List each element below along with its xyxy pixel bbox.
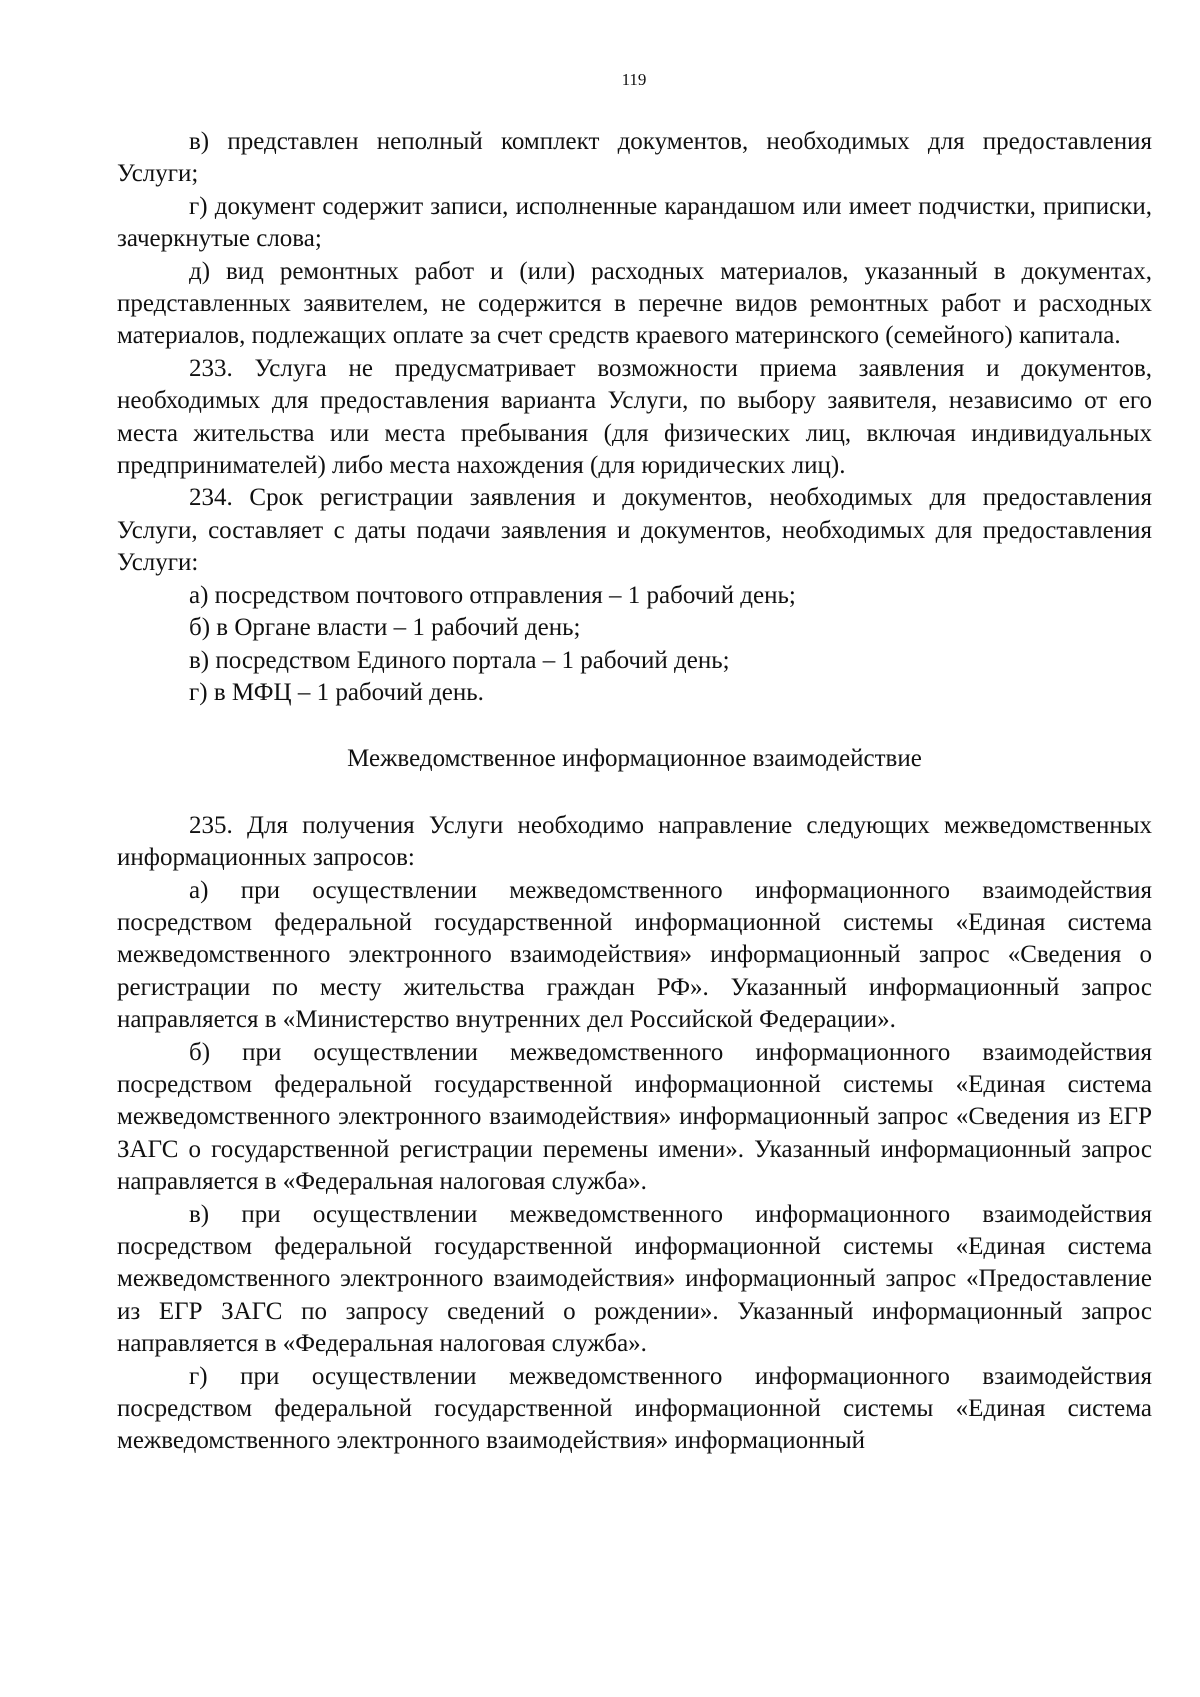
paragraph-235: 235. Для получения Услуги необходимо направление следующих межведомственных информационных запросов: [117, 811, 1152, 872]
paragraph-233: 233. Услуга не предусматривает возможности приема заявления и документов, необходимых для предоставления варианта Услуги, по выбору заявителя, независимо от его места жительства или места пребывания (для физических лиц, включая индивидуальных предпринимателей) либо места нахождения (для юридических лиц). [117, 354, 1152, 480]
paragraph-234-item-v: в) посредством Единого портала – 1 рабочий день; [189, 646, 730, 674]
paragraph-235-item-a: а) при осуществлении межведомственного информационного взаимодействия посредством федеральной государственной информационной системы «Единая система межведомственного электронного взаимодействия» информационный запрос «Сведения о регистрации по месту жительства граждан РФ». Указанный информационный запрос направляется в «Министерство внутренних дел Российской Федерации». [117, 876, 1152, 1034]
paragraph-234-item-a: а) посредством почтового отправления – 1 рабочий день; [189, 581, 796, 609]
paragraph-234: 234. Срок регистрации заявления и документов, необходимых для предоставления Услуги, составляет с даты подачи заявления и документов, необходимых для предоставления Услуги: [117, 484, 1152, 577]
section-heading: Межведомственное информационное взаимодействие [347, 745, 922, 773]
paragraph-234-item-b: б) в Органе власти – 1 рабочий день; [189, 614, 581, 642]
paragraph-item-g-pencil-records: г) документ содержит записи, исполненные карандашом или имеет подчистки, приписки, зачеркнутые слова; [117, 192, 1152, 253]
paragraph-item-v-incomplete-docs: в) представлен неполный комплект документов, необходимых для предоставления Услуги; [117, 128, 1152, 188]
page-number: 119 [621, 70, 647, 89]
document-body [117, 126, 1152, 1458]
paragraph-235-item-v: в) при осуществлении межведомственного информационного взаимодействия посредством федеральной государственной информационной системы «Единая система межведомственного электронного взаимодействия» информационный запрос «Предоставление из ЕГР ЗАГС по запросу сведений о рождении». Указанный информационный запрос направляется в «Федеральная налоговая служба». [117, 1200, 1152, 1358]
paragraph-235-item-g: г) при осуществлении межведомственного информационного взаимодействия посредством федеральной государственной информационной системы «Единая система межведомственного электронного взаимодействия» информационный [117, 1362, 1152, 1455]
paragraph-item-d-repair-works: д) вид ремонтных работ и (или) расходных материалов, указанный в документах, представленных заявителем, не содержится в перечне видов ремонтных работ и расходных материалов, подлежащих оплате за счет средств краевого материнского (семейного) капитала. [117, 257, 1152, 350]
paragraph-234-item-g: г) в МФЦ – 1 рабочий день. [189, 678, 484, 706]
paragraph-235-item-b: б) при осуществлении межведомственного информационного взаимодействия посредством федеральной государственной информационной системы «Единая система межведомственного электронного взаимодействия» информационный запрос «Сведения из ЕГР ЗАГС о государственной регистрации перемены имени». Указанный информационный запрос направляется в «Федеральная налоговая служба». [117, 1038, 1152, 1196]
